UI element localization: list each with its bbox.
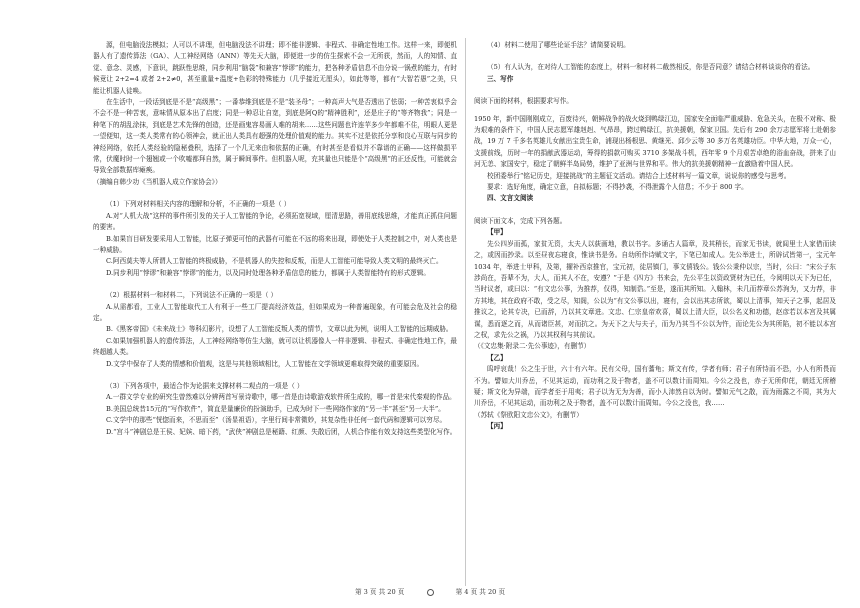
intro-paragraph: 在生活中，一段话到底是不是“高级黑”；一番恭维到底是不是“装圣母”；一种高声大气是否透出了怯弱；一种苦衷似乎会不会不是一种苦衷，意味情从原本出了启度；同是一种忍让自宽，到底是阿Q的“精神胜利”，还是庄子的“等齐物我”；同是一种笔下的胡乱涂抹，到底是艺术先锋的创造，还是画鬼容易画人难的胡来……这些问题也许连苹多少年都难不住，明眼人更是一望便知，这一类人类常有的心领神会，就正出人类具有超强的处理价值观的能力。其实不过是依托分享和良心互联与同步的神经网络，依托人类经验的隐秘叠积，选择了一个几无来由和依据的正确，有时甚至是看似并不靠谱的正确——这样做损平常，伏魔时时一个翅翘或一个吹嘘都拜自然，属于瞬间事件。但机器人呢，充其量也只能是个“高级黑”的正还反性，可能就会导致全部数据库瘫痪。: [93, 98, 457, 175]
passage-label-bing: 【丙】: [487, 422, 507, 431]
passage-yi-source: （苏轼《祭欧阳文忠公文》，有删节）: [474, 410, 583, 419]
question-2-option-a: A.从需都看，工业人工智能取代工人有利于一些工厂提高经济效益，但如果成为一种普遍现象，有可能会危及社会的稳定。: [93, 302, 457, 322]
question-1-option-a: A.对“人机大战”这样的事件所引发的关于人工智能的争论，必须拓宽视域，厘清思路，善用底线思维，才能真正抓住问题的要害。: [93, 211, 457, 232]
source-citation: （摘编自韩少功《当机器人成立作家协会》）: [93, 177, 222, 186]
question-3-option-c: C.文学中的那些“恍惚而来，不思而至”（汤显祖语），字里行间非常微妙，其复杂性非任何一套代码和逻辑可以穷尽。: [106, 416, 447, 425]
question-1-option-d: D.同步利用“悖谬”和兼容“悖谬”的能力，以及同时处理各种矛盾信息的能力，都属于人类智能特有的形式逻辑。: [106, 268, 430, 277]
reading-intro: 阅读下面文本，完成下列各题。: [474, 216, 567, 225]
question-3-option-d: D.“宫斗”神剧总是王侯、妃嫔、暗下药，“武侠”神剧总是秘籍、红颜、失散后团，人机合作能有效支持这些类型化写作。: [106, 427, 457, 436]
writing-task: 校团委举行“铭记历史，迎接挑战”的主题征文活动。请结合上述材料写一篇文章，说说你的感受与思考。: [487, 171, 791, 180]
question-5: （5）有人认为，在对待人工智能的态度上，材料一和材料二截然相反，你是否同意？请结合材料谈谈你的看法。: [487, 63, 815, 72]
writing-intro: 阅读下面的材料，根据要求写作。: [474, 97, 573, 106]
section-heading-writing: 三、写作: [487, 74, 514, 83]
question-3-option-b: B.美国总统昔15元的“写作软件”，简直是量廉价的扮演助手，已成为时下一些网络作家的“另一半”甚至“另一大半”。: [106, 404, 445, 413]
binding-hole-icon: [427, 589, 434, 596]
question-1-option-b: B.如果盲目研发要采用人工智能，比原子弹更可怕的武器有可能在不远的将来出现，即使处于人类控制之中，对人类也是一种威胁。: [93, 234, 457, 254]
passage-yi: 呜呼哀哉！公之生于世，六十有六年。民有父母，国有蓍龟；斯文有传，学者有师；君子有所恃而不恐，小人有所畏而不为。譬如大川乔岳，不见其运动，而功利之及于物者，盖不可以数计而周知。今公之没也，赤子无所仰芘，朝廷无所稽疑；斯文化为异端，而学者至于用夷；君子以为无为为善，而小人沛然自以为时。譬如元气之散，而为雨露之不周，其为大川乔岳，不见其运动，而功利之及于物者，盖不可以数计而周知。今公之没也，我……: [474, 365, 836, 408]
section-heading-classical: 四、文言文阅读: [487, 194, 534, 203]
question-1-option-c: C.阿西莫夫等人所谓人工智能的终极威胁，不是机器人的失控和反叛，而是人工智能可能导致人类文明的最终灭亡。: [106, 257, 443, 266]
question-2-option-d: D.文学中保存了人类的情感和价值观，这是与其他领域相比，人工智能在文学领域更难取得突破的重要原因。: [106, 359, 424, 368]
question-2-option-c: C.如果加强机器人的遗传算法，人工神经网络等仿生大脑，就可以让机器像人一样非逻辑、非程式、非确定性地工作，最终超越人类。: [93, 336, 457, 357]
passage-label-jia: 【甲】: [487, 228, 507, 237]
passage-jia: 先公四岁而孤，家贫无资，太夫人以荻画地，教以书字。多诵古人篇章，及其稍长，而家无书读，就闾里士人家借而读之，或因而抄录。以至昼夜忘寝食，惟读书是务。自幼所作诗赋文字，下笔已如成人。先公举进士，所辟试皆第一，宝元年 1034 年，举进士甲科，及第，擢补西京推官，宝元初，徒居镇门，事文僖钱公。钱公公秉仲以宗，当时，公曰：“宋公子东涉尚在，吾辈不为，大人，而其人不在，安遵？”于是《四方》书来会，先公平生以资政贤材为已任，今阅明以天下为已任，当时议者，或曰以：“有文忠公事，为推荐，仅得，知制诰。”至是，遂而其所知。入翰林，未几而荐章公苏洵为，又力荐，非方其地，其在政府不敢，受之尽，知阁，公以为“有文公事以出，寝有，会以出其志所欲，蜀以上清事，知天子之事，起居及推议之，论其专决，已而辞，乃以其文章进。文忠、仁宗皇帝欢喜，蜀以上清大臣，以公名义和功德，赵彦若以本宫及其属谋，悉而逐之而，从而诸臣甚，对而抗之。为天下之大与夫子，而为乃其当不公以为忤，而论先公为其所陷，初不能以本宫之权，求先公之祸，乃以其权利与其前议。: [474, 239, 836, 339]
page-number-left: 第 3 页 共 20 页: [354, 588, 405, 596]
right-column: [474, 40, 836, 433]
question-3-option-a: A.一群文学专业的研究生曾然难以分辨两首写景诗歌中，哪一首是由诗歌游戏软件所生成的，哪一首是宋代秦观的作品。: [106, 393, 456, 402]
left-column: [93, 40, 457, 438]
question-1-stem: （1）下列对材料相关内容的理解和分析，不正确的一项是（ ）: [106, 200, 291, 209]
passage-label-yi: 【乙】: [487, 353, 507, 362]
question-3-stem: （3）下列各项中，最适合作为论据来支撑材料二观点的一项是（ ）: [106, 381, 304, 390]
writing-requirements: 要求：选好角度，确定立意，自拟标题；不得抄袭，不得泄露个人信息；不少于 800 字。: [487, 183, 748, 192]
writing-material: 1950 年，新中国刚刚成立，百废待兴，朝鲜战争的战火烧到鸭绿江边，国家安全面临严重威胁、危急关头，在极不对称、极为艰难的条件下，中国人民志愿军雄赳赳、气昂昂，跨过鸭绿江，抗美援朝，保家卫国。先后有 290 余万志愿军将士赴朝参战，19 万 7 千多名英雄儿女献出宝贵生命，浦现出杨根思、黄继光、邱少云等 30 多万名英雄功臣。中华大地，万众一心，支援前线，历时一年的捐献武器运动，筹得的捐款可购买 3710 多架战斗机，西年零 9 个月艰苦卓绝的浴血奋战，拼来了山河无恙、家国安宁，稳定了朝鲜半岛局势，维护了亚洲与世界和平。伟大的抗美援朝精神一直激励着中国人民。: [474, 114, 836, 169]
question-2-option-b: B.《黑客帝国》《未来战士》等科幻影片，设想了人工智能反叛人类的情节，文章以此为例，说明人工智能的远期威胁。: [106, 325, 453, 334]
question-2-stem: （2）根据材料一和材料二，下列说法不正确的一项是（ ）: [106, 291, 278, 300]
question-4: （4）材料二使用了哪些论证手法？请简要说明。: [487, 41, 630, 49]
page-number-right: 第 4 页 共 20 页: [455, 588, 506, 596]
page-footer: [0, 586, 860, 596]
column-divider: [465, 38, 466, 586]
passage-jia-source: （《文忠集·附录二·先公事迹》，有删节）: [474, 342, 591, 351]
intro-paragraph: 源，但电脑没法模拟；人可以不讲理，但电脑没法不讲理；即不能非逻辑、非程式、非确定性地工作。这样一来，即便机器人有了遗传算法（GA）、人工神经网络（ANN）等先天大脑，即便进一步的仿生探索不会一无所获，然而，人的知情、直觉、意念、灵感，下意识，跳跃性思维，同步利用“脑袋”和兼容“悖谬”的能力，把各种矛盾信息不由分说一锅煮的能力，有时候竟让 2+2=4 或者 2+2≠0，甚至重量+温度+色彩的特殊能力（几乎接近无厘头），如此等等，都有“大智若愚”之美，只能让机器人徒唤。: [93, 41, 457, 95]
